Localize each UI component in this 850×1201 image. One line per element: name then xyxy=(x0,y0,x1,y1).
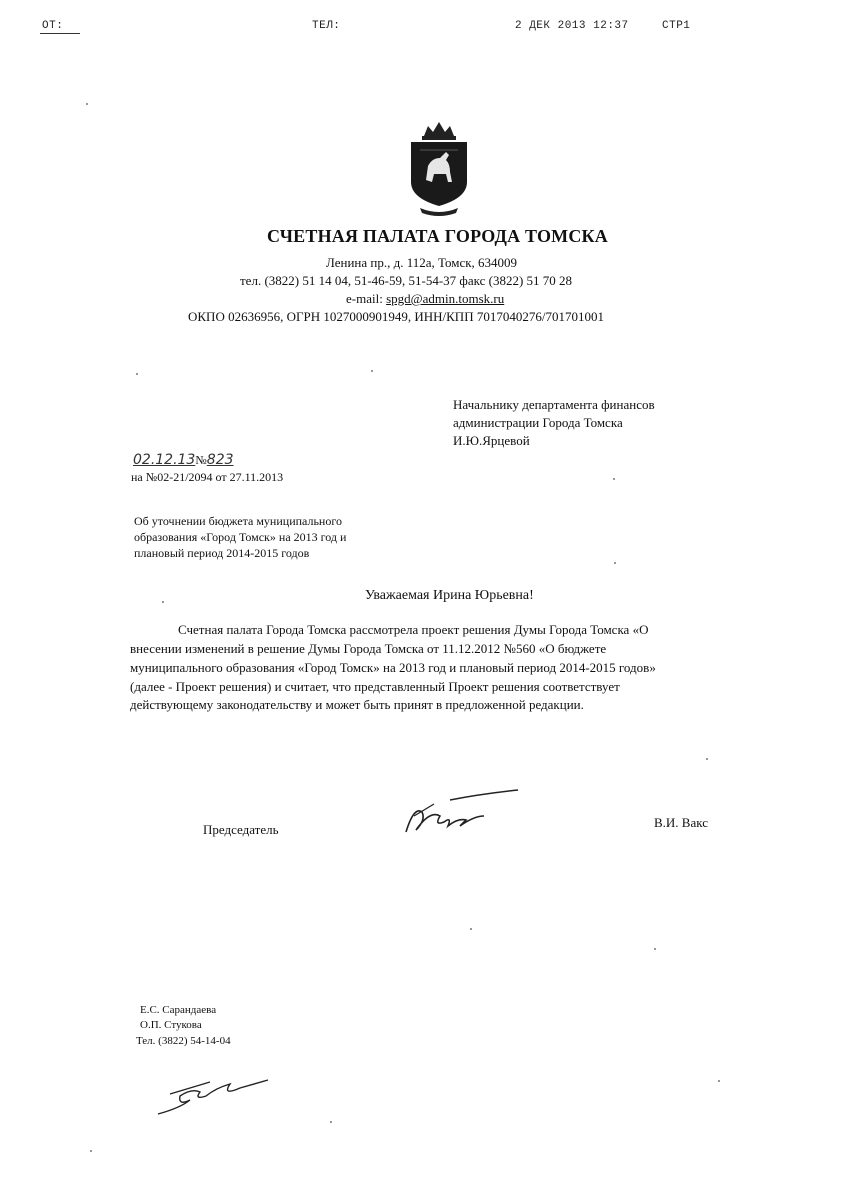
fax-datetime: 2 ДЕК 2013 12:37 xyxy=(515,20,629,32)
outgoing-number-value: 823 xyxy=(206,452,234,468)
scan-speck xyxy=(162,601,164,603)
email-link[interactable]: spgd@admin.tomsk.ru xyxy=(386,291,505,306)
outgoing-number-sign: № xyxy=(195,453,207,467)
reference-number: на №02-21/2094 от 27.11.2013 xyxy=(131,470,284,484)
scan-speck xyxy=(90,1150,92,1152)
scan-speck xyxy=(86,103,88,105)
executor-phone: Тел. (3822) 54-14-04 xyxy=(136,1035,231,1047)
recipient-line-2: администрации Города Томска xyxy=(453,415,623,430)
scan-speck xyxy=(613,478,615,480)
recipient-line-3: И.Ю.Ярцевой xyxy=(453,433,530,448)
organization-registration: ОКПО 02636956, ОГРН 1027000901949, ИНН/КПП 7017040276/701701001 xyxy=(188,309,604,324)
scan-speck xyxy=(136,373,138,375)
fax-tel-label: ТЕЛ: xyxy=(312,20,341,32)
coat-of-arms-icon xyxy=(404,120,474,221)
body-line-1: Счетная палата Города Томска рассмотрела проект решения Думы Города Томска «О xyxy=(178,622,649,637)
executor-line-1: Е.С. Сарандаева xyxy=(140,1004,217,1016)
fax-header-rule xyxy=(40,33,80,34)
subject-line-1: Об уточнении бюджета муниципального xyxy=(134,514,342,528)
handwritten-signature xyxy=(400,786,525,851)
body-line-4: (далее - Проект решения) и считает, что представленный Проект решения соответствует xyxy=(130,679,620,694)
executor-line-2: О.П. Стукова xyxy=(140,1019,202,1031)
scan-speck xyxy=(371,370,373,372)
organization-address: Ленина пр., д. 112а, Томск, 634009 xyxy=(326,255,518,270)
scan-speck xyxy=(706,758,708,760)
scan-speck xyxy=(470,928,472,930)
body-line-3: муниципального образования «Город Томск» на 2013 год и плановый период 2014-2015 годов» xyxy=(130,660,656,675)
scan-speck xyxy=(654,948,656,950)
email-label: e-mail: xyxy=(346,291,383,306)
handwritten-initials xyxy=(150,1070,280,1125)
organization-email-line xyxy=(346,291,504,307)
outgoing-date: 02.12.13 xyxy=(133,452,196,468)
fax-from-label: ОТ: xyxy=(42,20,64,32)
greeting: Уважаемая Ирина Юрьевна! xyxy=(365,588,534,603)
outgoing-number xyxy=(133,451,234,469)
body-line-2: внесении изменений в решение Думы Города Томска от 11.12.2012 №560 «О бюджете xyxy=(130,641,607,656)
subject-line-3: плановый период 2014-2015 годов xyxy=(134,546,310,560)
fax-page-number: СТР1 xyxy=(662,20,691,32)
scan-speck xyxy=(718,1080,720,1082)
body-line-5: действующему законодательству и может быть принят в предложенной редакции. xyxy=(130,697,584,712)
organization-name: СЧЕТНАЯ ПАЛАТА ГОРОДА ТОМСКА xyxy=(267,226,608,246)
organization-phones: тел. (3822) 51 14 04, 51-46-59, 51-54-37 факс (3822) 51 70 28 xyxy=(240,273,573,288)
recipient-line-1: Начальнику департамента финансов xyxy=(453,397,655,412)
signatory-name: В.И. Вакс xyxy=(654,815,709,830)
scan-speck xyxy=(614,562,616,564)
scan-speck xyxy=(330,1121,332,1123)
subject-line-2: образования «Город Томск» на 2013 год и xyxy=(134,530,347,544)
signatory-title: Председатель xyxy=(203,822,279,837)
